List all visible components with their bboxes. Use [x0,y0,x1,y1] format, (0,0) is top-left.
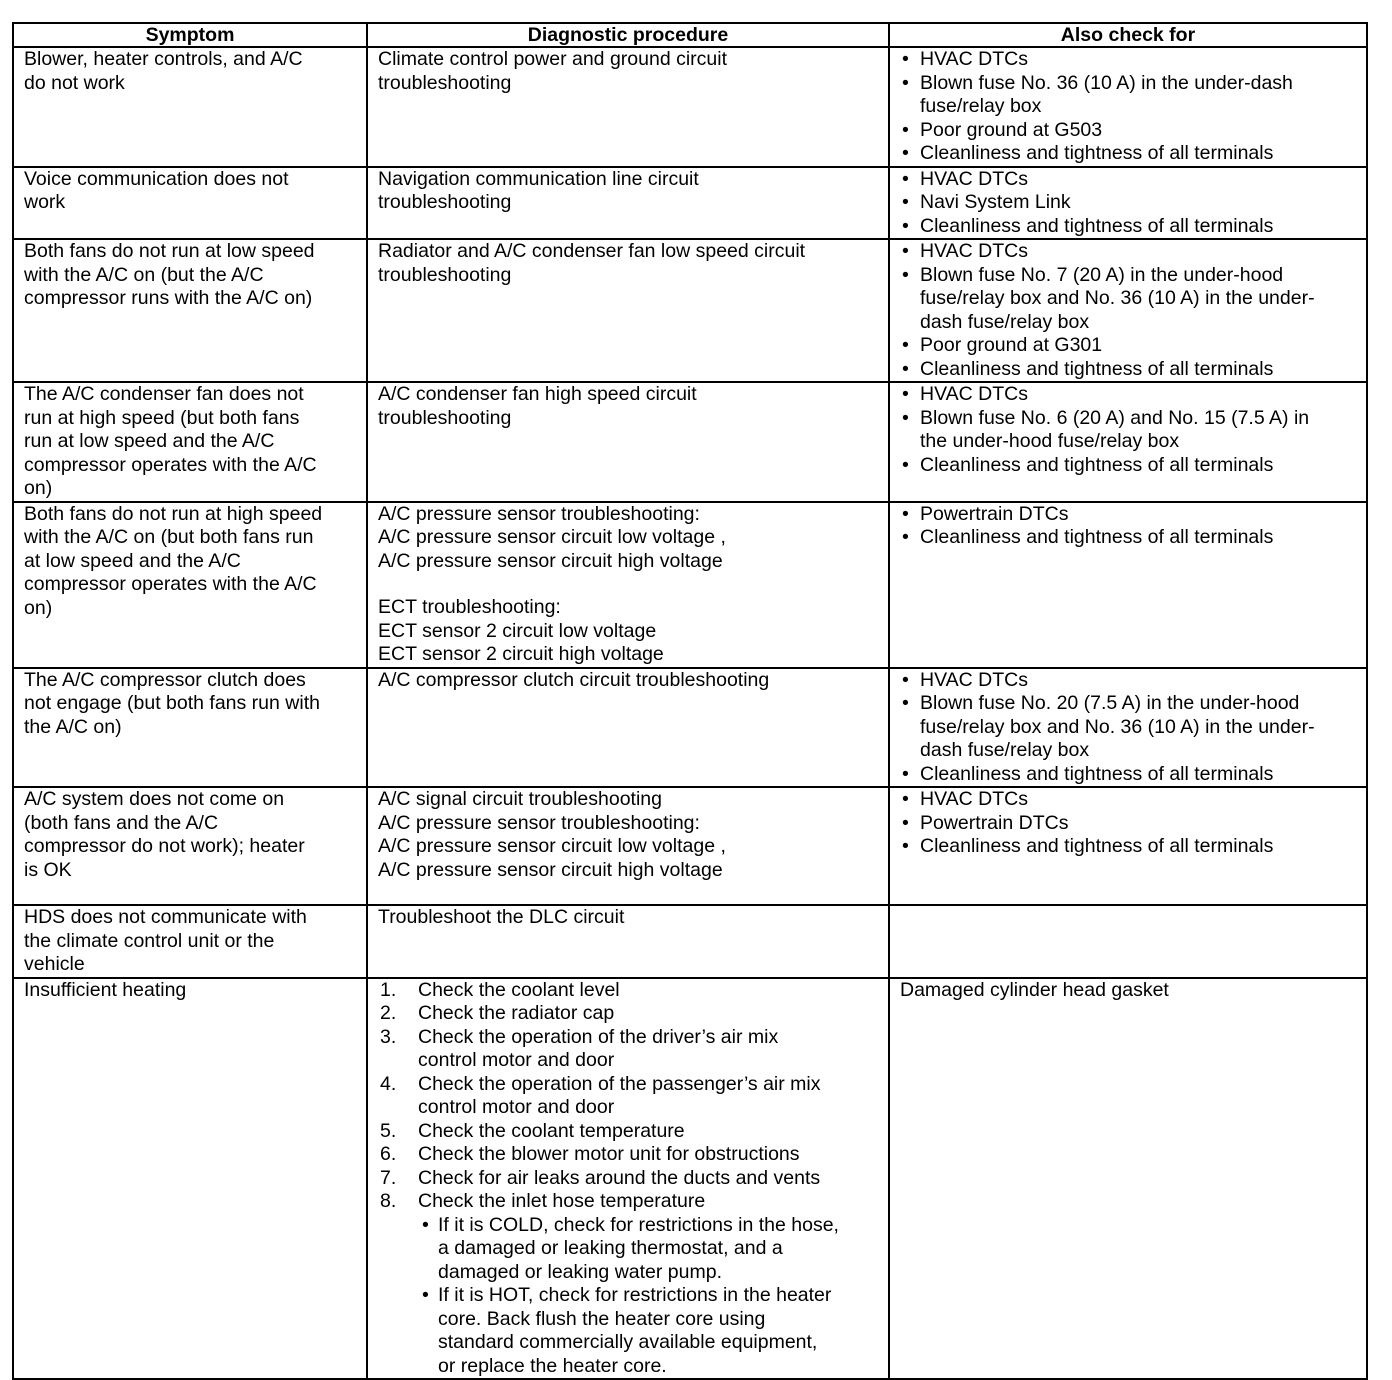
step-text: Check the operation of the driver’s air mix control motor and door [418,1025,779,1071]
step-item [378,979,880,1003]
step-item [378,1026,880,1073]
list-item: • Blown fuse No. 20 (7.5 A) in the under-hood fuse/relay box and No. 36 (10 A) in the under- dash fuse/relay box [900,692,1358,763]
procedure-cell: A/C compressor clutch circuit troubleshooting [367,668,889,788]
table-row [13,787,1367,905]
sub-bullet-item: • If it is COLD, check for restrictions in the hose, a damaged or leaking thermostat, and a damaged or leaking water pump. [418,1214,880,1285]
diagnostic-table [12,22,1368,1380]
step-item [378,1167,880,1191]
also-check-cell [889,47,1367,167]
list-item: • Cleanliness and tightness of all terminals [900,454,1358,478]
symptom-cell: Voice communication does not work [13,167,367,240]
step-number: 2. [380,1002,397,1024]
list-item: • HVAC DTCs [900,669,1358,693]
list-item: • Blown fuse No. 6 (20 A) and No. 15 (7.5 A) in the under-hood fuse/relay box [900,407,1358,454]
list-item: • Blown fuse No. 36 (10 A) in the under-dash fuse/relay box [900,72,1358,119]
list-item: • Poor ground at G503 [900,119,1358,143]
table-row [13,668,1367,788]
symptom-cell: Both fans do not run at low speed with the A/C on (but the A/C compressor runs with the A/C on) [13,239,367,382]
procedure-cell: Troubleshoot the DLC circuit [367,905,889,978]
table-row [13,239,1367,382]
symptom-cell: The A/C condenser fan does not run at high speed (but both fans run at low speed and the A/C compressor operates with the A/C on) [13,382,367,502]
procedure-cell [367,978,889,1380]
list-item: • Powertrain DTCs [900,812,1358,836]
list-item: • Cleanliness and tightness of all terminals [900,358,1358,382]
symptom-cell: A/C system does not come on (both fans and the A/C compressor do not work); heater is OK [13,787,367,905]
header-row [13,23,1367,47]
step-item [378,1190,880,1378]
table-row [13,47,1367,167]
step-number: 7. [380,1166,397,1189]
table-row [13,905,1367,978]
procedure-cell: Radiator and A/C condenser fan low speed circuit troubleshooting [367,239,889,382]
also-check-cell [889,502,1367,668]
step-item [378,1143,880,1167]
list-item: • Cleanliness and tightness of all terminals [900,142,1358,166]
table-row [13,167,1367,240]
procedure-block: A/C pressure sensor troubleshooting: A/C pressure sensor circuit low voltage , A/C pressure sensor circuit high voltage [378,502,726,572]
list-item: • HVAC DTCs [900,240,1358,264]
step-text: Check the blower motor unit for obstructions [418,1143,800,1165]
step-text: Check the coolant level [418,978,620,1001]
step-item [378,1073,880,1120]
list-item: • Cleanliness and tightness of all terminals [900,215,1358,239]
also-check-cell [889,905,1367,978]
also-check-cell [889,787,1367,905]
procedure-block: ECT troubleshooting: ECT sensor 2 circuit low voltage ECT sensor 2 circuit high voltage [378,596,664,665]
step-text: Check the coolant temperature [418,1119,685,1142]
table-row [13,978,1367,1380]
step-number: 3. [380,1025,397,1048]
symptom-cell: The A/C compressor clutch does not engage (but both fans run with the A/C on) [13,668,367,788]
also-check-cell [889,167,1367,240]
step-item [378,1120,880,1144]
table-row [13,382,1367,502]
step-text: Check the operation of the passenger’s air mix control motor and door [418,1072,821,1118]
procedure-cell: Climate control power and ground circuit troubleshooting [367,47,889,167]
step-text: Check the radiator cap [418,1002,615,1024]
list-item: • Powertrain DTCs [900,503,1358,527]
step-number: 1. [380,978,397,1001]
symptom-cell: Insufficient heating [13,978,367,1380]
table-header [13,23,1367,47]
symptom-cell: Blower, heater controls, and A/C do not work [13,47,367,167]
list-item: • Cleanliness and tightness of all terminals [900,526,1358,550]
step-number: 6. [380,1143,397,1165]
table-body [13,47,1367,1379]
procedure-cell [367,502,889,668]
step-text: Check the inlet hose temperature [418,1190,706,1212]
symptom-cell: HDS does not communicate with the climate control unit or the vehicle [13,905,367,978]
step-text: Check for air leaks around the ducts and vents [418,1166,821,1189]
list-item: • Cleanliness and tightness of all terminals [900,835,1358,859]
also-check-cell [889,239,1367,382]
header-symptom: Symptom [13,23,367,47]
also-check-cell [889,668,1367,788]
symptom-cell: Both fans do not run at high speed with the A/C on (but both fans run at low speed and the A/C compressor operates with the A/C on) [13,502,367,668]
header-diagnostic-procedure: Diagnostic procedure [367,23,889,47]
procedure-cell: A/C condenser fan high speed circuit troubleshooting [367,382,889,502]
step-number: 5. [380,1119,397,1142]
procedure-cell: A/C signal circuit troubleshooting A/C pressure sensor troubleshooting: A/C pressure sensor circuit low voltage , A/C pressure sensor circuit high voltage [367,787,889,905]
step-item [378,1002,880,1026]
list-item: • HVAC DTCs [900,48,1358,72]
list-item: • HVAC DTCs [900,168,1358,192]
table-row [13,502,1367,668]
step-number: 8. [380,1190,397,1212]
also-check-cell [889,382,1367,502]
list-item: • HVAC DTCs [900,383,1358,407]
list-item: • Cleanliness and tightness of all terminals [900,763,1358,787]
procedure-cell: Navigation communication line circuit troubleshooting [367,167,889,240]
list-item: • Navi System Link [900,191,1358,215]
step-number: 4. [380,1072,397,1095]
header-also-check-for: Also check for [889,23,1367,47]
list-item: • Blown fuse No. 7 (20 A) in the under-hood fuse/relay box and No. 36 (10 A) in the under- dash fuse/relay box [900,264,1358,335]
list-item: • Poor ground at G301 [900,334,1358,358]
list-item: • HVAC DTCs [900,788,1358,812]
sub-bullet-item: • If it is HOT, check for restrictions in the heater core. Back flush the heater core using standard commercially available equipment, or replace the heater core. [418,1284,880,1378]
also-check-cell: Damaged cylinder head gasket [889,978,1367,1380]
